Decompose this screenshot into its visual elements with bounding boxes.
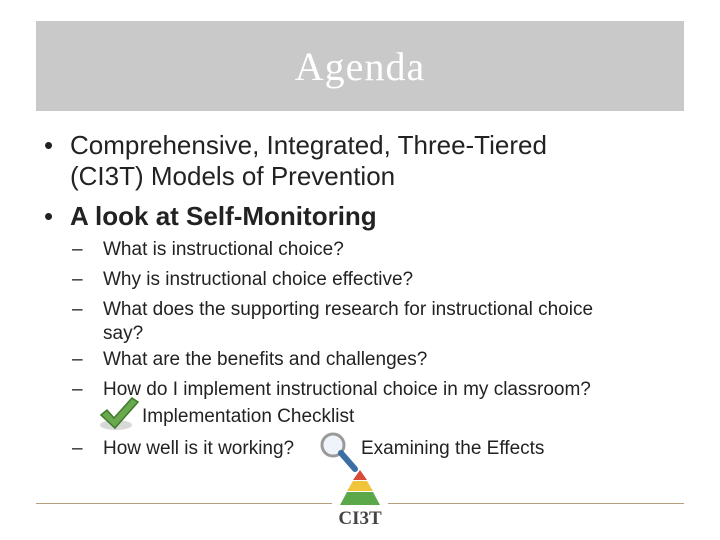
sub-item-benefits: – What are the benefits and challenges? <box>72 349 428 370</box>
bullet-self-monitoring: • A look at Self-Monitoring <box>44 201 377 231</box>
logo-text: CI3T <box>338 508 382 529</box>
sub-item-what-is: – What is instructional choice? <box>72 239 344 260</box>
title-bar <box>36 21 684 111</box>
checklist-label: Implementation Checklist <box>142 406 355 427</box>
effects-label: Examining the Effects <box>361 438 545 459</box>
pyramid-icon <box>338 468 382 508</box>
ci3t-logo <box>338 468 382 532</box>
footer-divider-left <box>36 503 332 504</box>
slide-title: Agenda <box>294 44 426 89</box>
sub-item-implement: – How do I implement instructional choice in my classroom? <box>72 379 591 400</box>
bullet-ci3t: • Comprehensive, Integrated, Three-Tiered (CI3T) Models of Prevention <box>44 130 547 191</box>
sub-item-research: – What does the supporting research for instructional choice say? <box>72 299 594 344</box>
sub-item-how-well: – How well is it working? <box>72 438 295 459</box>
sub-item-why-effective: – Why is instructional choice effective? <box>72 269 414 290</box>
footer-divider-right <box>388 503 684 504</box>
checkmark-icon <box>98 395 142 433</box>
